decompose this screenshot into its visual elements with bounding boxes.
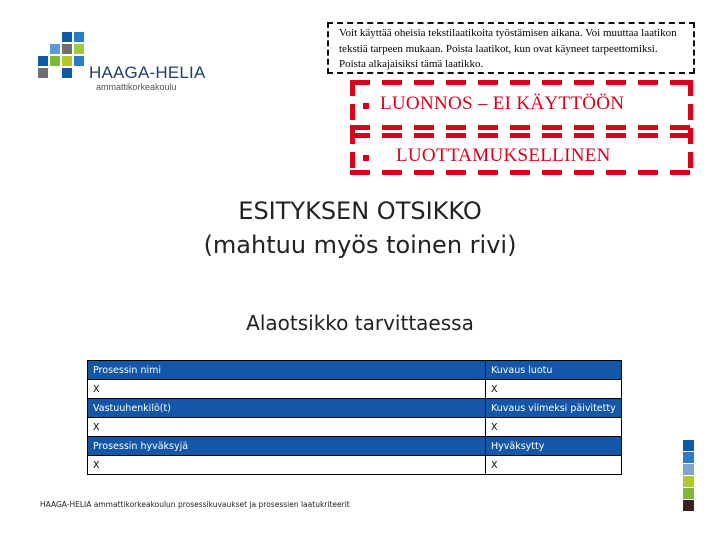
color-strip-square-icon	[683, 452, 694, 463]
table-header-row	[88, 399, 622, 418]
color-strip-square-icon	[683, 440, 694, 451]
logo-square-icon	[74, 32, 84, 42]
table-cell[interactable]: Prosessin hyväksyjä	[88, 437, 486, 456]
presentation-subtitle[interactable]: Alaotsikko tarvittaessa	[246, 311, 474, 335]
table-cell[interactable]: X	[88, 418, 486, 437]
confidential-mark[interactable]: LUOTTAMUKSELLINEN	[396, 145, 611, 166]
table-cell[interactable]: Hyväksytty	[486, 437, 622, 456]
confidential-frame-top	[350, 133, 696, 138]
table-row	[88, 418, 622, 437]
footer-text: HAAGA-HELIA ammattikorkeakoulun prosessikuvaukset ja prosessien laatukriteerit	[40, 500, 350, 509]
draft-frame-middle	[350, 125, 696, 130]
logo-square-icon	[38, 56, 48, 66]
bullet-icon	[363, 155, 369, 161]
table-cell[interactable]: Kuvaus luotu	[486, 361, 622, 380]
table-cell[interactable]: Vastuuhenkilö(t)	[88, 399, 486, 418]
process-info-table	[87, 360, 622, 475]
table-cell[interactable]: X	[88, 456, 486, 475]
table-row	[88, 380, 622, 399]
logo-square-icon	[74, 56, 84, 66]
color-strip-square-icon	[683, 488, 694, 499]
draft-frame-top	[350, 80, 696, 85]
color-strip-square-icon	[683, 476, 694, 487]
frame-left-edge	[350, 80, 355, 175]
logo-square-icon	[50, 44, 60, 54]
logo-square-icon	[62, 68, 72, 78]
table-cell[interactable]: X	[486, 456, 622, 475]
instruction-note-box[interactable]: Voit käyttää oheisia tekstilaatikoita työstämisen aikana. Voi muuttaa laatikon tekstiä tarpeen mukaan. Poista laatikot, kun ovat käyneet tarpeettomiksi. Poista alkajaisiksi tämä laatikko.	[327, 22, 695, 74]
table-header-row	[88, 437, 622, 456]
bullet-icon	[363, 103, 369, 109]
confidential-frame-bottom	[350, 170, 696, 175]
logo-square-icon	[38, 68, 48, 78]
logo-square-icon	[50, 56, 60, 66]
draft-mark[interactable]: LUONNOS – EI KÄYTTÖÖN	[380, 93, 625, 114]
logo-square-icon	[74, 44, 84, 54]
table-row	[88, 456, 622, 475]
frame-right-edge	[688, 80, 693, 175]
logo-square-icon	[62, 32, 72, 42]
color-strip-square-icon	[683, 464, 694, 475]
logo-square-icon	[62, 44, 72, 54]
logo-brand-name: HAAGA-HELIA	[89, 63, 206, 82]
table-cell[interactable]: X	[486, 418, 622, 437]
presentation-title-line1[interactable]: ESITYKSEN OTSIKKO	[238, 197, 482, 225]
table-header-row	[88, 361, 622, 380]
table-cell[interactable]: Prosessin nimi	[88, 361, 486, 380]
logo-square-icon	[62, 56, 72, 66]
presentation-title-line2[interactable]: (mahtuu myös toinen rivi)	[203, 231, 517, 259]
table-cell[interactable]: X	[486, 380, 622, 399]
logo-tagline: ammattikorkeakoulu	[96, 82, 177, 92]
color-strip-square-icon	[683, 500, 694, 511]
table-cell[interactable]: X	[88, 380, 486, 399]
table-cell[interactable]: Kuvaus viimeksi päivitetty	[486, 399, 622, 418]
